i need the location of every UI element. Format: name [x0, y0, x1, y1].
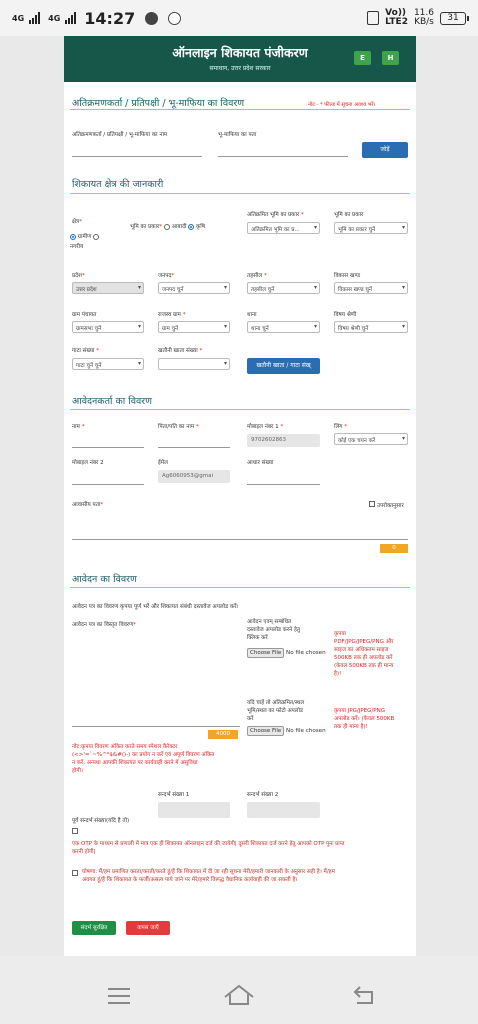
declaration-checkbox[interactable]	[72, 870, 78, 876]
otp-note: एक OTP के माध्यम से प्रणाली में मात्र एक ही शिकायत ऑनलाइन दर्ज की जायेगी| दूसरी शिकायत दर्ज करने हेतु आपको OTP पुनः प्राप्त करनी होगी|	[72, 841, 345, 855]
district-label: जनपद*	[158, 273, 175, 279]
block-label: विकास खण्ड	[334, 273, 361, 279]
region-urban-label: नगरीय	[70, 244, 84, 250]
page-subtitle: समाधान, उत्तर प्रदेश सरकार	[209, 65, 271, 72]
encroached-land-type-label: अतिक्रमित भूमि का प्रकार *	[247, 212, 304, 218]
network-speed: 11.6 KB/s	[413, 8, 434, 27]
abadi-radio[interactable]	[164, 224, 170, 230]
battery-icon: 31	[440, 12, 466, 25]
complaint-form-page	[64, 36, 416, 956]
krishi-radio[interactable]	[188, 224, 194, 230]
mobile2-label: मोबाइल नंबर 2	[72, 460, 104, 466]
urban-radio[interactable]	[93, 234, 99, 240]
email-label: ईमेल	[158, 460, 168, 466]
thana-label: थाना	[247, 312, 257, 318]
menu-icon[interactable]	[106, 986, 132, 1006]
land-type-select[interactable]: भूमि का प्रकार चुनें ▾	[334, 222, 408, 234]
mafia-address-input[interactable]	[218, 156, 348, 157]
language-english-button[interactable]: E	[354, 51, 371, 65]
rural-radio[interactable]	[70, 234, 76, 240]
khatauni-gata-button[interactable]: खतौनी खाता / गाटा संख्	[247, 358, 320, 374]
back-icon[interactable]	[352, 984, 378, 1006]
reference1-input[interactable]	[158, 802, 230, 818]
as-above-checkbox[interactable]	[369, 501, 375, 507]
mobile2-input[interactable]	[72, 484, 144, 485]
applicant-name-input[interactable]	[72, 447, 144, 448]
section-heading-applicant: आवेदनकर्ता का विवरण	[72, 396, 153, 407]
detail-textarea[interactable]	[72, 726, 240, 727]
revenue-village-select[interactable]: ग्राम चुनें ▾	[158, 321, 230, 333]
document-choose-file-button[interactable]: Choose File	[247, 648, 284, 658]
father-name-label: पिता/पति का नाम *	[158, 424, 199, 430]
section-heading-area: शिकायत क्षेत्र की जानकारी	[72, 179, 164, 190]
signal-icon	[29, 12, 40, 24]
document-file-input[interactable]: Choose File No file chosen	[247, 648, 326, 658]
lte-indicator: Vo)) LTE2	[385, 8, 408, 27]
region-rural-option[interactable]: ग्रामीण	[70, 232, 99, 240]
language-hindi-button[interactable]: H	[382, 51, 399, 65]
detail-char-counter: 4000	[208, 730, 238, 739]
gata-label: गाटा संख्या *	[72, 348, 99, 354]
applicant-name-label: नाम *	[72, 424, 85, 430]
reference2-label: सन्दर्भ संख्या 2	[247, 792, 279, 798]
land-type-label: भूमि का प्रकार	[334, 212, 364, 218]
as-above-label: उपरोक्तनुसार	[377, 503, 404, 509]
page-title: ऑनलाइन शिकायत पंजीकरण	[172, 45, 308, 60]
document-upload-note: कृपया PDF/JPG/JPEG/PNG और साइज का अधिकतम साइज 500KB तक ही अपलोड करें (केवल 500KB तक ही मान्य है)!	[334, 631, 394, 677]
residential-address-input[interactable]	[72, 539, 408, 540]
previous-reference-checkbox[interactable]	[72, 828, 78, 834]
photo-choose-file-button[interactable]: Choose File	[247, 726, 284, 736]
father-name-input[interactable]	[158, 447, 230, 448]
chat-bubble-icon	[168, 12, 181, 25]
tehsil-label: तहसील *	[247, 273, 267, 279]
application-intro: आवेदन पत्र का विवरण कृपया पूर्ण भरें और शिकायत संबंधी दस्तावेज अपलोड करें।	[72, 604, 239, 610]
photo-upload-note: कृपया JPG/JPEG/PNG अपलोड करें। (केवल 500KB तक ही मान्य है)!	[334, 708, 395, 730]
add-encroacher-button[interactable]: जोड़ें	[362, 142, 408, 158]
gender-label: लिंग *	[334, 424, 347, 430]
declaration-text: घोषणा: मैं/हम प्रमाणित करता/करती/करते हूं/हैं कि शिकायत में दी जा रही सूचना मेरी/हमारी जानकारी के अनुसार सही है। मैं/हम अवगत हूं/हैं कि शिकायत के फर्जी/असत्य पाये जाने पर मेरे/हमारे विरूद्ध वैधानिक कार्यवाही की जा सकती है।	[82, 869, 335, 883]
khatauni-label: खतौनी खाता संख्या *	[158, 348, 203, 354]
signal-icon	[65, 12, 76, 24]
section-divider	[70, 587, 410, 588]
previous-reference-label: पूर्व सन्दर्भ संख्या(यदि है तो)	[72, 818, 130, 824]
mobile1-label: मोबाइल नंबर 1 *	[247, 424, 284, 430]
gender-select[interactable]: कोई एक चयन करें ▾	[334, 433, 408, 445]
reference2-input[interactable]	[247, 802, 320, 818]
network-type-1: 4G	[12, 13, 25, 23]
revenue-village-label: राजस्व ग्राम *	[158, 312, 186, 318]
gata-select[interactable]: गाटा चुनें चुनें ▾	[72, 358, 144, 370]
address-char-counter: 0	[380, 544, 408, 553]
section-heading-application: आवेदन का विवरण	[72, 574, 137, 585]
photo-file-input[interactable]: Choose File No file chosen	[247, 726, 326, 736]
special-character-note: नोट:कृपया विवरण अंकित करते समय स्पेशल कैरेक्टर (<>'=`~%^*$&#()-) का प्रयोग न करें एवं अपूर्ण विवरण अंकित न करें, अन्यथा आपकी शिकायत पर कार्यवाही करने में असुविधा होगी।	[72, 744, 215, 774]
gram-panchayat-select[interactable]: ग्रामसभा चुनें ▾	[72, 321, 144, 333]
detail-label: आवेदन पत्र का विस्तृत विवरण*	[72, 622, 136, 628]
section-divider	[70, 409, 410, 410]
mobile1-input[interactable]: 9702602863	[247, 434, 320, 447]
tehsil-select[interactable]: तहसील चुनें ▾	[247, 282, 320, 294]
state-select[interactable]: उत्तर प्रदेश ▾	[72, 282, 144, 294]
land-kind-option-group[interactable]: भूमि का प्रकार* आबादी कृषि	[130, 224, 205, 230]
subject-category-select[interactable]: विषय श्रेणी चुनें ▾	[334, 321, 408, 333]
aadhaar-input[interactable]	[247, 484, 320, 485]
email-input[interactable]: Ag6060953@gmai	[158, 470, 230, 483]
district-select[interactable]: जनपद चुनें ▾	[158, 282, 230, 294]
vibrate-icon	[367, 11, 379, 25]
save-reference-button[interactable]: संदर्भ सुरक्षित	[72, 921, 116, 935]
gram-panchayat-label: ग्राम पंचायत	[72, 312, 97, 318]
region-label: क्षेत्र*	[72, 219, 82, 225]
section-divider	[70, 193, 410, 194]
home-icon[interactable]	[222, 983, 256, 1007]
document-upload-label: आवेदन एवम् सम्बंधित दस्तावेज अपलोड करने हेतु क्लिक करें	[247, 619, 301, 641]
subject-category-label: विषय श्रेणी	[334, 312, 357, 318]
network-type-2: 4G	[48, 13, 61, 23]
encroached-land-type-select[interactable]: अतिक्रमित भूमि का प्र... ▾	[247, 222, 320, 234]
thana-select[interactable]: थाना चुनें ▾	[247, 321, 320, 333]
clock: 14:27	[84, 8, 136, 28]
page-header	[64, 36, 416, 82]
encroacher-name-label: अतिक्रमणकर्ता / प्रतिपक्षी / भू-माफिया का नाम	[72, 132, 168, 138]
telegram-icon	[145, 12, 158, 25]
reference1-label: सन्दर्भ संख्या 1	[158, 792, 190, 798]
section-heading-encroacher: अतिक्रमणकर्ता / प्रतिपक्षी / भू-माफिया का विवरण	[72, 98, 245, 109]
photo-upload-label: यदि चाहें तो अतिक्रमित/स्थल भूमि/स्थल का फोटो अपलोड करें	[247, 700, 305, 722]
section-divider	[70, 109, 410, 110]
status-bar	[0, 0, 478, 36]
mafia-address-label: भू-माफिया का पता	[218, 132, 257, 138]
residential-address-label: आवासीय पता*	[72, 502, 104, 508]
go-back-button[interactable]: वापस जाएँ	[126, 921, 170, 935]
encroacher-name-input[interactable]	[72, 156, 202, 157]
android-nav-bar	[0, 956, 478, 1024]
aadhaar-label: आधार संख्या	[247, 460, 274, 466]
mandatory-note: नोट - * फील्ड में सूचना अवश्य भरें।	[308, 102, 376, 108]
block-select[interactable]: विकास खण्ड चुनें ▾	[334, 282, 408, 294]
state-label: प्रदेश*	[72, 273, 85, 279]
khatauni-select[interactable]	[158, 358, 230, 370]
